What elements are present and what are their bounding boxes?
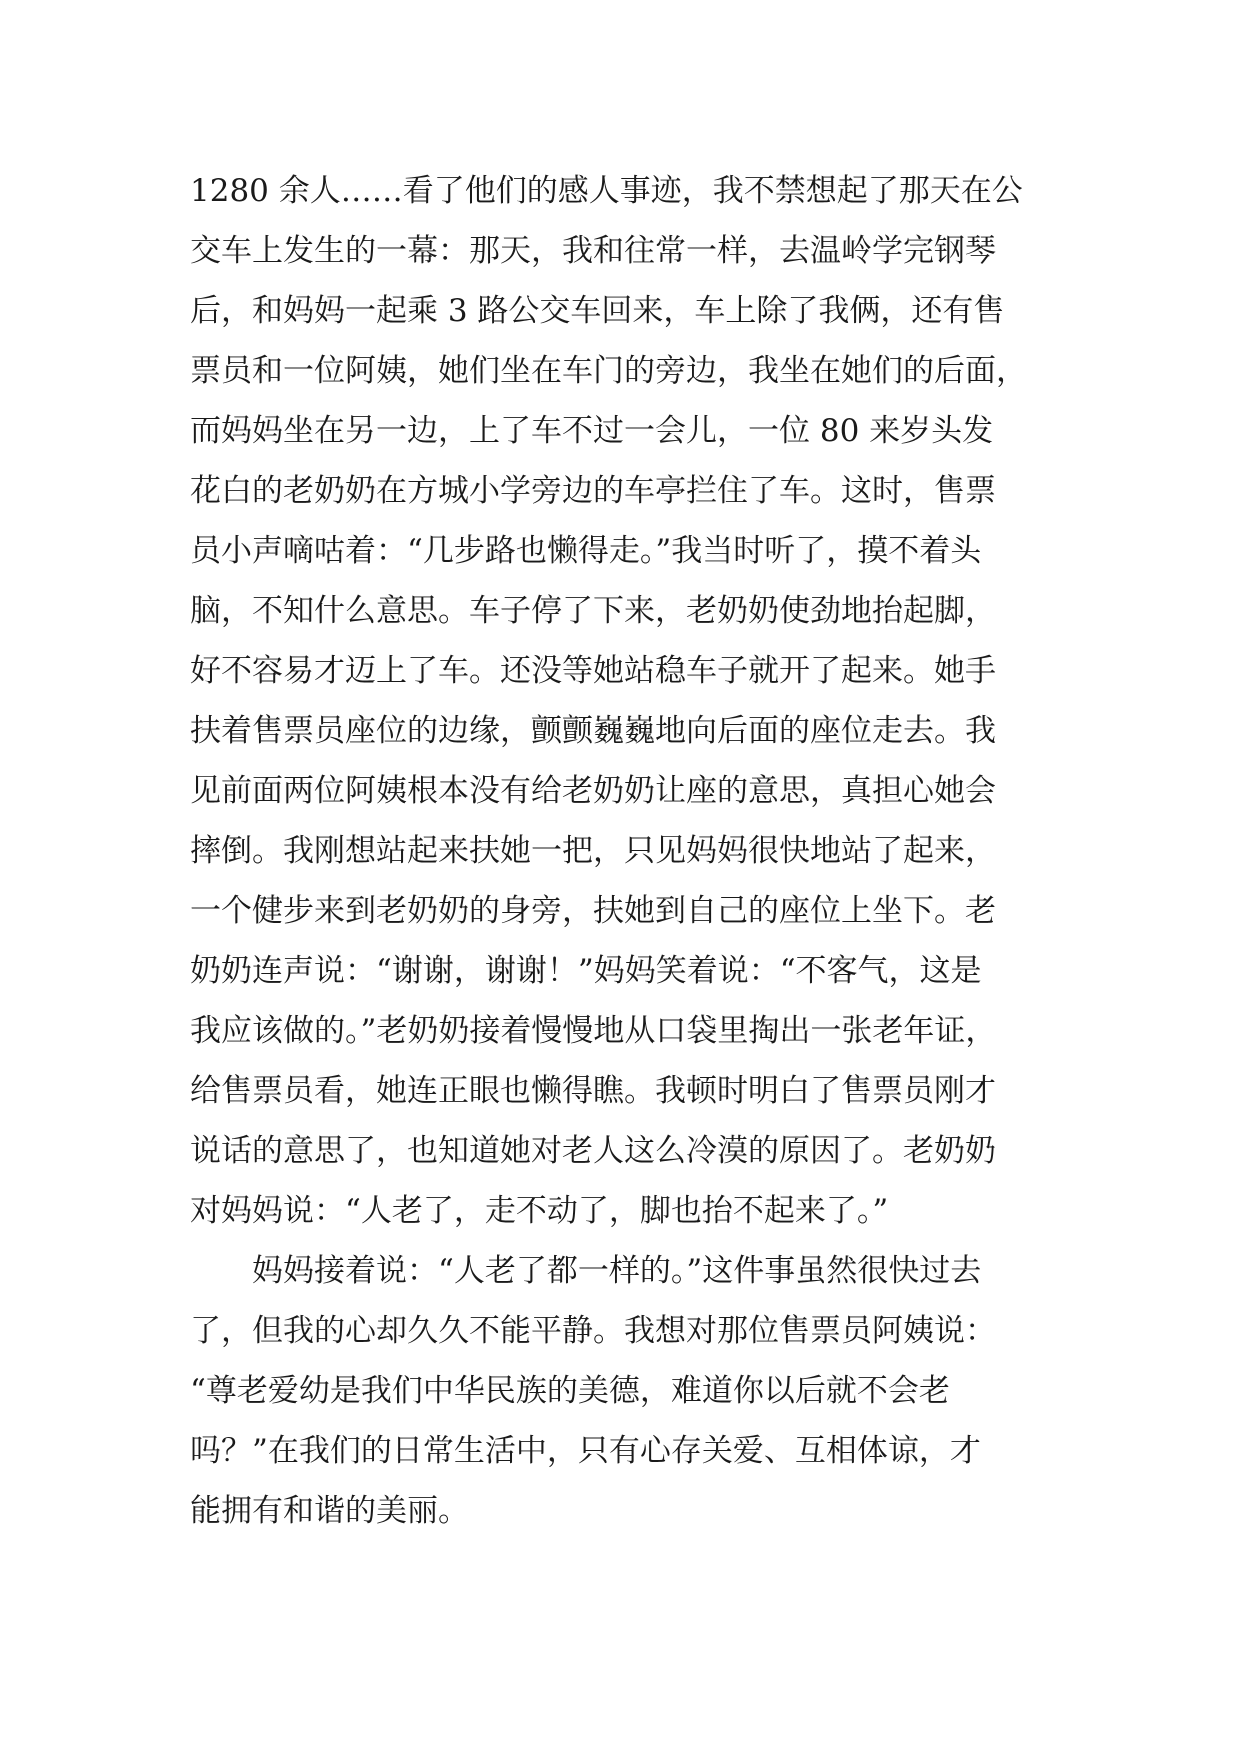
text-line: 后，和妈妈一起乘 3 路公交车回来，车上除了我俩，还有售 [190, 293, 1005, 329]
text-line: 员小声嘀咕着：“几步路也懒得走。”我当时听了，摸不着头 [190, 533, 982, 569]
text-line: 说话的意思了，也知道她对老人这么冷漠的原因了。老奶奶 [190, 1133, 996, 1169]
text-line: 对妈妈说：“人老了，走不动了，脚也抬不起来了。” [190, 1193, 889, 1229]
text-line: 吗？”在我们的日常生活中，只有心存关爱、互相体谅，才 [190, 1433, 981, 1469]
text-line: 我应该做的。”老奶奶接着慢慢地从口袋里掏出一张老年证， [190, 1013, 997, 1049]
text-line: 票员和一位阿姨，她们坐在车门的旁边，我坐在她们的后面， [190, 353, 1027, 389]
text-line: 能拥有和谐的美丽。 [190, 1493, 469, 1529]
text-line: 好不容易才迈上了车。还没等她站稳车子就开了起来。她手 [190, 653, 996, 689]
text-line: 脑，不知什么意思。车子停了下来，老奶奶使劲地抬起脚， [190, 593, 996, 629]
text-line: 一个健步来到老奶奶的身旁，扶她到自己的座位上坐下。老 [190, 893, 996, 929]
body-text [190, 161, 1060, 1541]
text-line: 1280 余人……看了他们的感人事迹，我不禁想起了那天在公 [190, 173, 1023, 209]
text-line: 妈妈接着说：“人老了都一样的。”这件事虽然很快过去 [190, 1253, 982, 1289]
text-line: 奶奶连声说：“谢谢，谢谢！”妈妈笑着说：“不客气，这是 [190, 953, 982, 989]
text-line: 扶着售票员座位的边缘，颤颤巍巍地向后面的座位走去。我 [190, 713, 996, 749]
text-line: 给售票员看，她连正眼也懒得瞧。我顿时明白了售票员刚才 [190, 1073, 996, 1109]
text-line: 了，但我的心却久久不能平静。我想对那位售票员阿姨说： [190, 1313, 996, 1349]
text-line: 花白的老奶奶在方城小学旁边的车亭拦住了车。这时，售票 [190, 473, 996, 509]
text-line: “尊老爱幼是我们中华民族的美德，难道你以后就不会老 [190, 1373, 950, 1409]
text-line: 而妈妈坐在另一边，上了车不过一会儿，一位 80 来岁头发 [190, 413, 994, 449]
text-line: 摔倒。我刚想站起来扶她一把，只见妈妈很快地站了起来， [190, 833, 996, 869]
text-line: 交车上发生的一幕：那天，我和往常一样，去温岭学完钢琴 [190, 233, 996, 269]
text-line: 见前面两位阿姨根本没有给老奶奶让座的意思，真担心她会 [190, 773, 996, 809]
